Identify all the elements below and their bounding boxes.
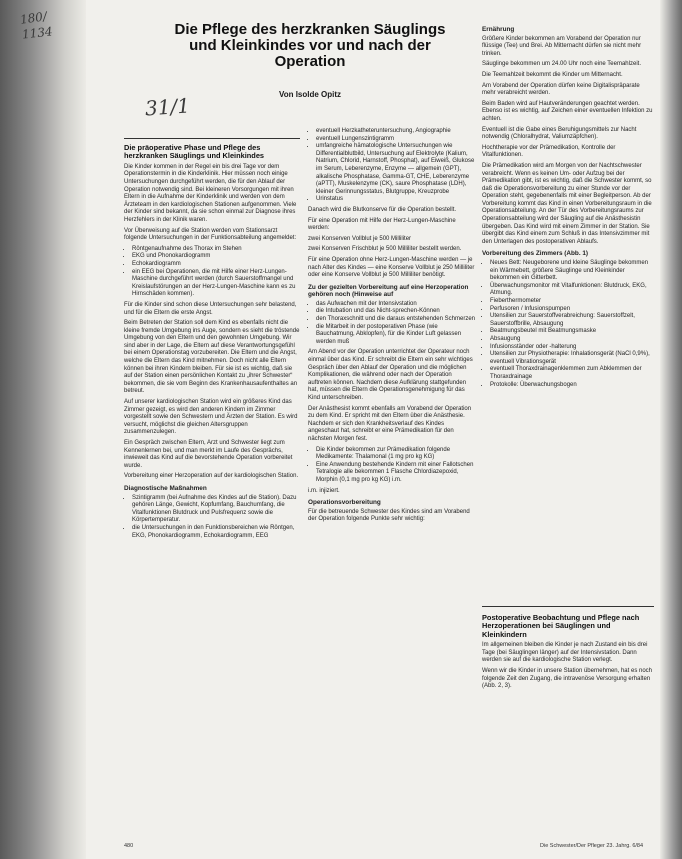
list-item: • Neues Bett: Neugeborene und kleine Säuglinge bekommen ein Wärmebett, größere Säuglinge und Kleinkinder bekommen ein Gitterbett.	[490, 260, 654, 283]
list-item: • Röntgenaufnahme des Thorax im Stehen	[132, 246, 300, 254]
paragraph: i.m. injiziert.	[308, 487, 340, 494]
list-item: • Beatmungsbeutel mit Beatmungsmaske	[490, 328, 654, 336]
paragraph: Beim Baden wird auf Hautveränderungen geachtet werden. Ebenso ist es wichtig, auf Zeichen einer eventuellen Infektion zu achten.	[482, 100, 653, 122]
paragraph: Die Teemahlzeit bekommt die Kinder um Mitternacht.	[482, 71, 623, 78]
paragraph: Ein Gespräch zwischen Eltern, Arzt und Schwester liegt zum Kennenlernen bei, und man merkt im Laufe des Gesprächs, inwieweit das Kind auf die bevorstehende Operation vorbereitet wurde.	[124, 440, 293, 469]
subheading: Ernährung	[482, 26, 515, 33]
list-item: • umfangreiche hämatologische Untersuchungen wie Differentialblutbild, Untersuchung auf Elektrolyte (Kalium, Natrium, Chlorid, Harnstoff, Phosphat), auf Eiweiß, Glukose im Serum, Leberenzyme, Enzyme — allgemein (GPT), alkalische Phosphatase, Gamma-GT, CHE, Leberenzyme (aPTT), Muskelenzyme (CK), saure Phosphatase (LDH), kleiner Gerinnungsstatus, Blutgruppe, Kreuzprobe	[316, 143, 476, 196]
list-item: • Die Kinder bekommen zur Prämedikation folgende Medikamente: Thalamonal (1 mg pro kg KG)	[316, 447, 476, 462]
list-item: • den Thoraxschnitt und die daraus entstehenden Schmerzen	[316, 316, 476, 324]
subheading: Zu der gezielten Vorbereitung auf eine Herzoperation gehören noch (Hinweise auf	[308, 283, 469, 299]
section-heading: Die präoperative Phase und Pflege des herzkranken Säuglings und Kleinkindes	[124, 143, 265, 161]
column-3	[482, 22, 654, 392]
list-item: • Absaugung	[490, 336, 654, 344]
list-item: • Echokardiogramm	[132, 261, 300, 269]
bullet-list	[124, 495, 300, 541]
paragraph: Die Prämedikation wird am Morgen von der Nachtschwester verabreicht. Wenn es keinen Um- oder Aufzug bei der Prämedikation gibt, ist es wichtig, daß die Schwester kommt, so daß die Operationsvorbereitung zu einer Stunde vor der Operation steht, gegebenenfalls mit einer Begleitperson. Ab der Vorbereitung kommt das Kind in einen Vorbereitungsraum in die Operationsabteilung. An der Tür des Vorbereitungsraums zur Operationsabteilung wird der Säugling auf die Anästhesistin übergeben. Das Kind wird mit einem Zimmer in der Station. Sie übergibt das Kind einem zum Schluß in das Intensivzimmer mit den Unterlagen des postoperativen Ablaufs.	[482, 162, 652, 245]
paragraph: Säuglinge bekommen um 24.00 Uhr noch eine Teemahlzeit.	[482, 61, 641, 68]
page-edge-shadow	[660, 0, 682, 859]
list-item: • eventuell Herzkatheteruntersuchung, Angiographie	[316, 128, 476, 136]
list-item: • die Intubation und das Nicht-sprechen-Können	[316, 308, 476, 316]
dash-list	[124, 246, 300, 299]
dash-list	[308, 301, 476, 347]
list-item: • Eine Anwendung bestehende Kindern mit einer Fallotschen Tetralogie alle bekommen 1 Flasche Chlordiazepoxid, Morphin (0,1 mg pro kg KG) i.m.	[316, 462, 476, 485]
list-item: • Perfusoren / Infusionspumpen	[490, 306, 654, 314]
paragraph: zwei Konserven Vollblut je 500 Milliliter	[308, 235, 412, 242]
paragraph: Für eine Operation ohne Herz-Lungen-Maschine werden — je nach Alter des Kindes — eine Konserve Vollblut je 250 Milliliter oder eine Konserve Vollblut je 500 Milliliter benötigt.	[308, 256, 475, 279]
journal-footer: Die Schwester/Der Pfleger 23. Jahrg. 6/84	[540, 843, 644, 849]
paragraph: Im allgemeinen bleiben die Kinder je nach Zustand ein bis drei Tage (bei Säuglingen länger) auf der Intensivstation. Dann werden sie auf die kardiologische Station verlegt.	[482, 642, 648, 664]
subheading: Vorbereitung des Zimmers (Abb. 1)	[482, 250, 589, 258]
list-item: • Infusionsständer oder -halterung	[490, 344, 654, 352]
paragraph: Wenn wir die Kinder in unsere Station übernehmen, hat es noch folgende Zeit den Zugang, die intravenöse Versorgung erhalten (Abb. 2, 3).	[482, 668, 652, 690]
paragraph: Für die betreuende Schwester des Kindes sind am Vorabend der Operation folgende Punkte sehr wichtig:	[308, 508, 470, 523]
article-author: Von Isolde Opitz	[278, 90, 342, 99]
paragraph: Für eine Operation mit Hilfe der Herz-Lungen-Maschine werden:	[308, 217, 456, 232]
paragraph: Hochtherapie vor der Prämedikation, Kontrolle der Vitalfunktionen.	[482, 144, 616, 159]
column-1	[124, 140, 300, 543]
handwritten-note: 1134	[21, 24, 54, 42]
paragraph: Eventuell ist die Gabe eines Beruhigungsmittels zur Nacht notwendig (Chloralhydrat, Valiumzäpfchen).	[482, 126, 637, 141]
list-item: • eventuell Lungenszintigramm	[316, 136, 476, 144]
bullet-list	[482, 260, 654, 389]
paragraph: Für die Kinder sind schon diese Untersuchungen sehr belastend, und für die Eltern die erste Angst.	[124, 301, 297, 316]
divider	[482, 606, 654, 607]
list-item: • EKG und Phonokardiogramm	[132, 253, 300, 261]
paragraph: Danach wird die Blutkonserve für die Operation bestellt.	[308, 206, 457, 213]
handwritten-signature: 31/1	[144, 93, 191, 121]
paragraph: zwei Konserven Frischblut je 500 Milliliter bestellt werden.	[308, 246, 462, 253]
list-item: • Urinstatus	[316, 196, 476, 204]
list-item: • die Untersuchungen in den Funktionsbereichen wie Röntgen, EKG, Phonokardiogramm, Echokardiogramm, EEG	[132, 525, 300, 540]
divider	[124, 138, 300, 139]
subheading: Diagnostische Maßnahmen	[124, 484, 207, 492]
bullet-list	[308, 447, 476, 485]
paragraph: Am Vorabend der Operation dürfen keine Digitalispräparate mehr verabreicht werden.	[482, 82, 640, 97]
paragraph: Der Anästhesist kommt ebenfalls am Vorabend der Operation zu dem Kind. Er spricht mit den Eltern über die Anästhesie. Nachdem er sich den Krankheitsverlauf des Kindes angeschaut hat, schreibt er eine Prämedikation für den nächsten Morgen fest.	[308, 405, 472, 442]
column-3-lower	[482, 610, 654, 694]
page-number: 480	[124, 843, 134, 849]
bullet-list	[308, 128, 476, 204]
book-binding-shadow	[0, 0, 86, 859]
handwritten-note: 180/	[19, 9, 48, 27]
list-item: • Fieberthermometer	[490, 298, 654, 306]
list-item: • Protokolle: Überwachungsbogen	[490, 382, 654, 390]
list-item: • das Aufwachen mit der Intensivstation	[316, 301, 476, 309]
subheading: Operationsvorbereitung	[308, 499, 381, 507]
list-item: • eventuell Thoraxdrainagenklemmen zum Abklemmen der Thoraxdrainage	[490, 366, 654, 381]
article-title: Die Pflege des herzkranken Säuglings und Kleinkindes vor und nach der Operation	[174, 21, 446, 70]
paragraph: Beim Betreten der Station soll dem Kind es ebenfalls nicht die kleine fremde Umgebung ins Auge, sondern es sieht die tröstende Umgebung von den Eltern und den gewohnten Umgebung. Wir sind aber in der Lage, die Eltern auf diese Verantwortungsgefühl bei einem Operationstag vorzubereiten. Die Eltern und die Angst, welche die Eltern das Kind mitnehmen. Doch nicht alle Eltern können bei ihren Kindern bleiben. Für sie ist es wichtig, daß sie auf der Station einen persönlichen Kontakt zu „ihrer Schwester“ bekommen, die sie vom Beginn des Krankenhausaufenthaltes an betreut.	[124, 320, 300, 395]
list-item: • Utensilien zur Physiotherapie: Inhalationsgerät (NaCl 0,9%), eventuell Vibrationsgerät	[490, 351, 654, 366]
list-item: • Überwachungsmonitor mit Vitalfunktionen: Blutdruck, EKG, Atmung.	[490, 283, 654, 298]
paragraph: Vor Überweisung auf die Station werden vom Stationsarzt folgende Untersuchungen in der Funktionsabteilung angemeldet:	[124, 227, 297, 242]
list-item: • Utensilien zur Sauerstoffverabreichung: Sauerstoffzelt, Sauerstoffbrille, Absaugung	[490, 313, 654, 328]
paragraph: Größere Kinder bekommen am Vorabend der Operation nur flüssige (Tee) und Brei. Ab Mitternacht dürfen sie nicht mehr trinken.	[482, 35, 642, 57]
list-item: • Szintigramm (bei Aufnahme des Kindes auf die Station). Dazu gehören Länge, Gewicht, Kopfumfang, Bauchumfang, die Vitalfunktionen Blutdruck und Pulsfrequenz sowie die Körpertemperatur.	[132, 495, 300, 525]
section-heading: Postoperative Beobachtung und Pflege nach Herzoperationen bei Säuglingen und Kleinkindern	[482, 613, 640, 639]
paragraph: Auf unserer kardiologischen Station wird ein größeres Kind das Zimmer gezeigt, es wird den anderen Kindern im Zimmer vorgestellt sowie den Schwestern und Ärzten der Station. Es wird versucht, möglichst die gleichen Altersgruppen zusammenzulegen.	[124, 399, 298, 436]
list-item: • ein EEG bei Operationen, die mit Hilfe einer Herz-Lungen-Maschine durchgeführt werden (durch Sauerstoffmangel und Kreislaufstörungen an der Herz-Lungen-Maschine kann es zu Hirnschäden kommen).	[132, 269, 300, 299]
column-2	[308, 128, 476, 527]
list-item: • die Mitarbeit in der postoperativen Phase (wie Bauchatmung, Abklopfen), für die Kinder Luft gelassen werden muß	[316, 324, 476, 347]
paragraph: Die Kinder kommen in der Regel ein bis drei Tage vor dem Operationstermin in die Kinderklinik. Hier müssen noch einige Untersuchungen durchgeführt werden, die für den Ablauf der Operation notwendig sind. Bei kleineren Vorsorgungen mit ihren Eltern in die Aufnahme der Kinderklinik und werden von dem Ärzteteam in den kardiologischen Stationen aufgenommen. Viele der Kinder sind bekannt, da sie schon einmal zur Diagnose ihres Herzfehlers in der Klinik waren.	[124, 163, 297, 223]
paragraph: Am Abend vor der Operation unterrichtet der Operateur noch einmal über das Kind. Er schreibt die Eltern ein sehr wichtiges Gespräch über den Ablauf der Operation und die möglichen Komplikationen, die während oder nach der Operation auftreten können. Nachdem diese Aufklärung stattgefunden hat, müssen die Eltern die Operationsgenehmigung für das Kind unterschreiben.	[308, 349, 473, 401]
paragraph: Vorbereitung einer Herzoperation auf der kardiologischen Station.	[124, 473, 299, 480]
